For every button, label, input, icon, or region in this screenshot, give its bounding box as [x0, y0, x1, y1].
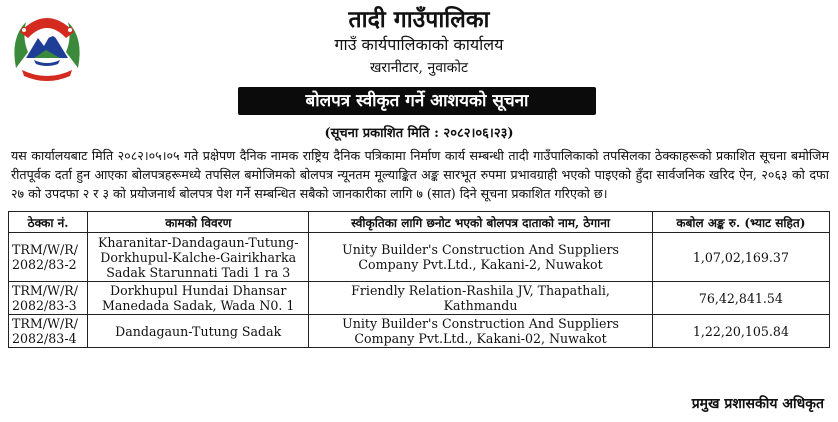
table-row	[9, 233, 830, 282]
signatory-title: प्रमुख प्रशासकीय अधिकृत	[691, 396, 824, 412]
notice-body: यस कार्यालयबाट मिति २०८२।०५।०५ गते प्रक्षेपण दैनिक नामक राष्ट्रिय दैनिक पत्रिकामा निर्माण कार्य सम्बन्धी तादी गाउँपालिकाको तपसिलका ठेक्काहरूको प्रकाशित सूचना बमोजिम रीतपूर्वक दर्ता हुन आएका बोलपत्रहरूमध्ये तपसिल बमोजिमको बोलपत्र न्यूनतम मूल्याङ्कित अङ्क सारभूत रुपमा प्रभावग्राही भएको पाइएको हुँदा सार्वजनिक खरिद ऐन, २०६३ को दफा २७ को उपदफा २ र ३ को प्रयोजनार्थ बोलपत्र पेश गर्ने सम्बन्धित सबैको जानकारीका लागि ७ (सात) दिने सूचना प्रकाशित गरिएको छ।	[11, 148, 829, 201]
bidder-cell: Unity Builder's Construction And Suppliers Company Pvt.Ltd., Kakani-2, Nuwakot	[309, 233, 652, 282]
header-work-description: कामको विवरण	[88, 212, 309, 233]
office-address: खरानीटार, नुवाकोट	[369, 60, 469, 76]
office-name: गाउँ कार्यपालिकाको कार्यालय	[334, 35, 504, 54]
table-row	[9, 282, 830, 315]
publish-date: (सूचना प्रकाशित मिति : २०८२।०६।२३)	[324, 126, 514, 141]
table-row	[9, 315, 830, 348]
contract-no-cell: TRM/W/R/ 2082/83-4	[9, 315, 88, 348]
tender-table	[8, 211, 830, 348]
contract-no-cell: TRM/W/R/ 2082/83-2	[9, 233, 88, 282]
bidder-cell: Friendly Relation-Rashila JV, Thapathali, Kathmandu	[309, 282, 652, 315]
work-cell: Dandagaun-Tutung Sadak	[88, 315, 309, 348]
header-amount: कबोल अङ्क रु. (भ्याट सहित)	[652, 212, 829, 233]
amount-cell: 1,22,20,105.84	[652, 315, 829, 348]
table-header-row	[9, 212, 830, 233]
bidder-cell: Unity Builder's Construction And Suppliers Company Pvt.Ltd., Kakani-02, Nuwakot	[309, 315, 652, 348]
header-contract-no: ठेक्का नं.	[9, 212, 88, 233]
municipality-title: तादी गाउँपालिका	[348, 6, 490, 33]
amount-cell: 1,07,02,169.37	[652, 233, 829, 282]
work-cell: Kharanitar-Dandagaun-Tutung-Dorkhupul-Kalche-Gairikharka Sadak Starunnati Tadi 1 ra 3	[88, 233, 309, 282]
notice-title-banner: बोलपत्र स्वीकृत गर्ने आशयको सूचना	[238, 87, 596, 115]
header-bidder: स्वीकृतिका लागि छनोट भएको बोलपत्र दाताको नाम, ठेगाना	[309, 212, 652, 233]
work-cell: Dorkhupul Hundai Dhansar Manedada Sadak, Wada N0. 1	[88, 282, 309, 315]
amount-cell: 76,42,841.54	[652, 282, 829, 315]
contract-no-cell: TRM/W/R/ 2082/83-3	[9, 282, 88, 315]
